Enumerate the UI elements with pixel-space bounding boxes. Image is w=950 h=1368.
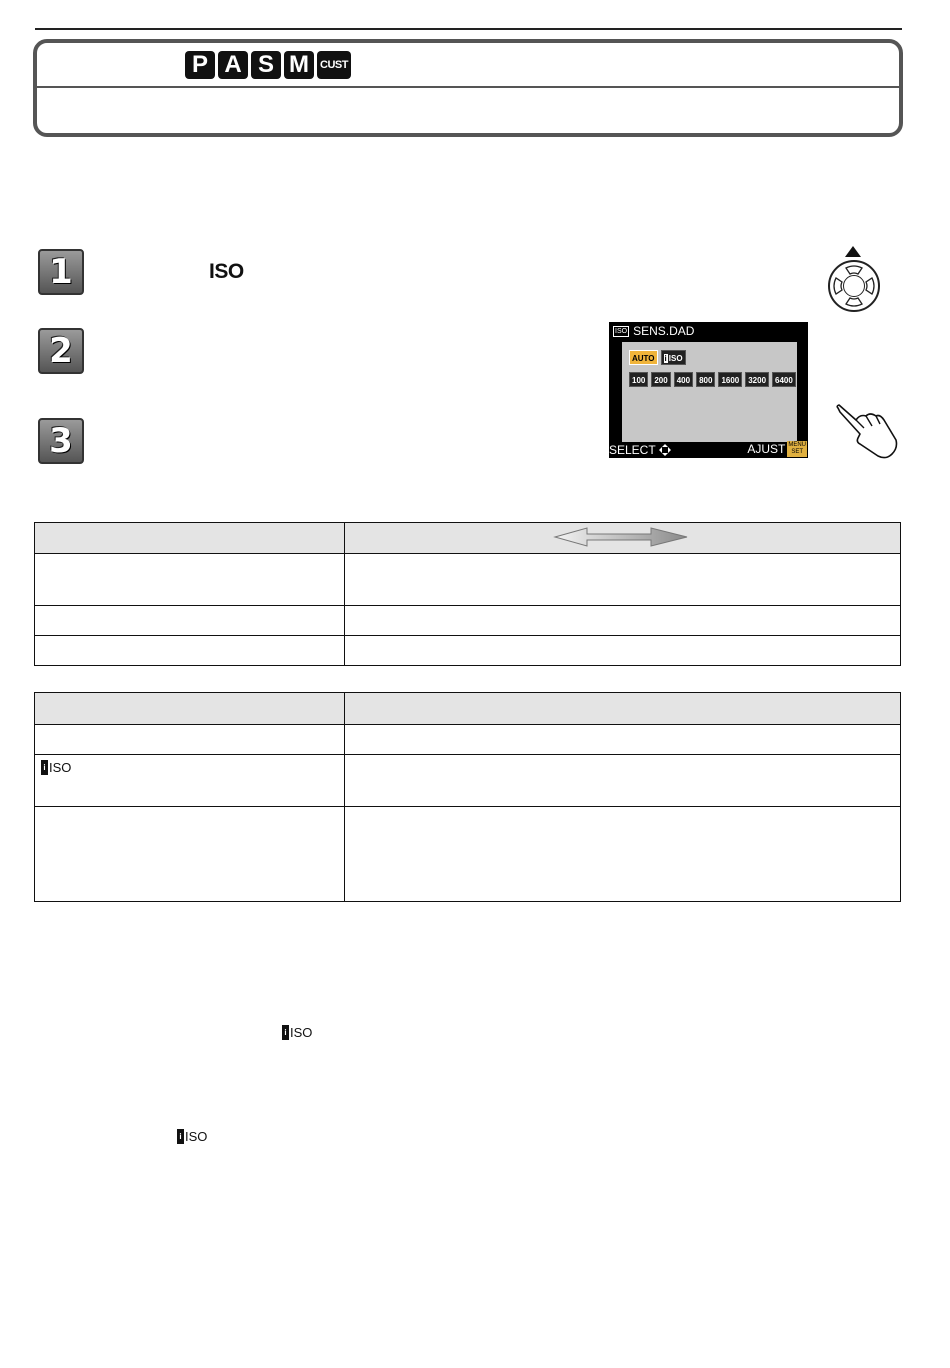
intelligent-iso-icon: i ISO	[177, 1129, 207, 1144]
mode-p-icon: P	[185, 51, 215, 79]
table-cell	[35, 606, 345, 636]
table-cell	[35, 693, 345, 725]
mode-m-icon: M	[284, 51, 314, 79]
lcd-mode-row	[629, 350, 686, 365]
iso-button-label: ISO	[209, 260, 244, 283]
mode-a-icon: A	[218, 51, 248, 79]
intelligent-iso-icon: i ISO	[41, 760, 71, 775]
lcd-menu-panel	[622, 342, 797, 442]
table-cell	[35, 523, 345, 554]
table-cell	[345, 636, 901, 666]
lcd-auto-option: AUTO	[629, 350, 658, 365]
lcd-adjust-hint	[747, 441, 807, 457]
table-cell	[345, 523, 901, 554]
lcd-iso-value: 400	[674, 372, 693, 387]
table-cell	[345, 554, 901, 606]
dpad-segments	[828, 260, 880, 312]
lcd-intelligent-iso-option: i ISO	[661, 350, 686, 365]
table-row	[35, 725, 901, 755]
table-cell	[35, 554, 345, 606]
intelligent-iso-icon: i ISO	[282, 1025, 312, 1040]
lcd-iso-value: 100	[629, 372, 648, 387]
step-2-badge: 2	[38, 328, 84, 374]
table-2	[34, 692, 901, 902]
double-arrow-icon	[551, 526, 691, 548]
table-cell	[35, 807, 345, 902]
dpad-up-arrow-icon	[845, 246, 861, 257]
step-3-badge: 3	[38, 418, 84, 464]
step-1-badge: 1	[38, 249, 84, 295]
lcd-select-hint	[609, 443, 671, 457]
lcd-title	[613, 324, 694, 338]
table-cell	[35, 636, 345, 666]
table-row	[35, 807, 901, 902]
table-cell	[345, 725, 901, 755]
cross-arrows-icon	[659, 444, 671, 456]
lcd-select-label: SELECT	[609, 443, 656, 457]
table-cell	[35, 755, 345, 807]
dpad-icon	[826, 246, 882, 312]
camera-lcd-screen	[609, 322, 808, 458]
table-cell	[345, 807, 901, 902]
table-row	[35, 755, 901, 807]
table-cell	[345, 755, 901, 807]
table-row	[35, 523, 901, 554]
pointing-hand-icon	[834, 404, 900, 460]
table-cell	[35, 725, 345, 755]
table-1	[34, 522, 901, 666]
table-row	[35, 693, 901, 725]
lcd-iso-value: 3200	[745, 372, 769, 387]
table-cell	[345, 693, 901, 725]
mode-cust-icon: CUST	[317, 51, 351, 79]
lcd-iso-icon: ISO	[615, 327, 628, 335]
mode-icons	[185, 51, 351, 79]
mode-header-box	[33, 39, 903, 137]
table-row	[35, 606, 901, 636]
lcd-adjust-label: AJUST	[747, 442, 786, 456]
lcd-iso-value: 200	[651, 372, 670, 387]
mode-s-icon: S	[251, 51, 281, 79]
mode-box-divider	[37, 86, 899, 88]
lcd-iso-value: 1600	[718, 372, 742, 387]
lcd-title-text: SENS.DAD	[633, 324, 695, 338]
menu-set-icon: MENU SET	[788, 442, 806, 455]
table-row	[35, 636, 901, 666]
lcd-iso-value: 800	[696, 372, 715, 387]
table-cell	[345, 606, 901, 636]
table-row	[35, 554, 901, 606]
lcd-iso-value: 6400	[772, 372, 796, 387]
top-rule	[35, 28, 902, 30]
lcd-iso-values-row	[629, 372, 796, 387]
